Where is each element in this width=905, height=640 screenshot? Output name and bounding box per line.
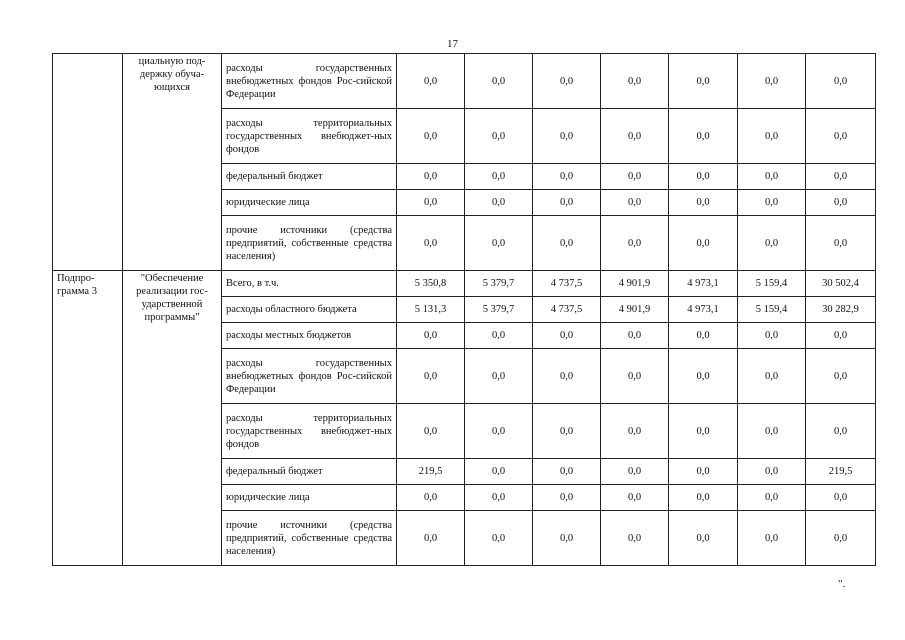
- value-cell: 0,0: [533, 109, 601, 164]
- value-cell: 5 159,4: [738, 271, 806, 297]
- value-cell: 0,0: [397, 511, 465, 566]
- total-value-cell: 0,0: [806, 349, 876, 404]
- value-cell: 0,0: [601, 164, 669, 190]
- value-cell: 4 737,5: [533, 271, 601, 297]
- value-cell: 0,0: [738, 404, 806, 459]
- value-cell: 0,0: [465, 216, 533, 271]
- funding-source-cell: федеральный бюджет: [222, 164, 397, 190]
- value-cell: 0,0: [397, 164, 465, 190]
- value-cell: 5 379,7: [465, 297, 533, 323]
- value-cell: 0,0: [738, 323, 806, 349]
- value-cell: 0,0: [669, 109, 738, 164]
- value-cell: 0,0: [465, 164, 533, 190]
- value-cell: 5 379,7: [465, 271, 533, 297]
- value-cell: 0,0: [738, 485, 806, 511]
- value-cell: 0,0: [533, 485, 601, 511]
- table-row: [53, 54, 876, 109]
- value-cell: 0,0: [465, 54, 533, 109]
- value-cell: 0,0: [738, 109, 806, 164]
- value-cell: 0,0: [465, 349, 533, 404]
- closing-quote: ".: [838, 578, 846, 590]
- value-cell: 0,0: [669, 485, 738, 511]
- value-cell: 0,0: [738, 190, 806, 216]
- value-cell: 0,0: [601, 404, 669, 459]
- value-cell: 0,0: [533, 459, 601, 485]
- page-number: 17: [447, 38, 458, 50]
- value-cell: 0,0: [601, 190, 669, 216]
- value-cell: 0,0: [601, 459, 669, 485]
- value-cell: 0,0: [533, 216, 601, 271]
- value-cell: 0,0: [533, 323, 601, 349]
- value-cell: 0,0: [465, 485, 533, 511]
- funding-source-cell: прочие источники (средства предприятий, собственные средства населения): [222, 511, 397, 566]
- value-cell: 4 901,9: [601, 297, 669, 323]
- value-cell: 4 901,9: [601, 271, 669, 297]
- value-cell: 0,0: [533, 404, 601, 459]
- value-cell: 0,0: [465, 459, 533, 485]
- value-cell: 5 131,3: [397, 297, 465, 323]
- value-cell: 0,0: [465, 404, 533, 459]
- funding-source-cell: Всего, в т.ч.: [222, 271, 397, 297]
- total-value-cell: 0,0: [806, 109, 876, 164]
- value-cell: 0,0: [465, 190, 533, 216]
- value-cell: 0,0: [738, 511, 806, 566]
- budget-table: [52, 53, 876, 566]
- funding-source-cell: расходы областного бюджета: [222, 297, 397, 323]
- value-cell: 0,0: [397, 485, 465, 511]
- funding-source-cell: юридические лица: [222, 190, 397, 216]
- value-cell: 0,0: [669, 404, 738, 459]
- value-cell: 0,0: [465, 109, 533, 164]
- value-cell: 0,0: [397, 190, 465, 216]
- funding-source-cell: расходы территориальных государственных внебюджет-ных фондов: [222, 404, 397, 459]
- total-value-cell: 0,0: [806, 404, 876, 459]
- total-value-cell: 0,0: [806, 216, 876, 271]
- total-value-cell: 0,0: [806, 323, 876, 349]
- total-value-cell: 219,5: [806, 459, 876, 485]
- value-cell: 0,0: [465, 323, 533, 349]
- program-cell: [53, 54, 123, 271]
- value-cell: 0,0: [397, 404, 465, 459]
- table-row: [53, 271, 876, 297]
- total-value-cell: 0,0: [806, 54, 876, 109]
- value-cell: 0,0: [601, 323, 669, 349]
- funding-source-cell: прочие источники (средства предприятий, собственные средства населения): [222, 216, 397, 271]
- value-cell: 0,0: [669, 349, 738, 404]
- value-cell: 0,0: [738, 54, 806, 109]
- value-cell: 0,0: [533, 511, 601, 566]
- value-cell: 0,0: [738, 164, 806, 190]
- total-value-cell: 0,0: [806, 164, 876, 190]
- value-cell: 0,0: [669, 323, 738, 349]
- value-cell: 0,0: [397, 323, 465, 349]
- value-cell: 0,0: [738, 459, 806, 485]
- value-cell: 0,0: [397, 349, 465, 404]
- total-value-cell: 30 282,9: [806, 297, 876, 323]
- value-cell: 0,0: [669, 54, 738, 109]
- value-cell: 219,5: [397, 459, 465, 485]
- value-cell: 0,0: [601, 216, 669, 271]
- value-cell: 0,0: [397, 54, 465, 109]
- funding-source-cell: расходы государственных внебюджетных фондов Рос-сийской Федерации: [222, 54, 397, 109]
- value-cell: 0,0: [601, 109, 669, 164]
- value-cell: 0,0: [533, 190, 601, 216]
- value-cell: 4 973,1: [669, 297, 738, 323]
- value-cell: 5 159,4: [738, 297, 806, 323]
- value-cell: 0,0: [397, 216, 465, 271]
- program-name-cell: циальную под-держку обуча-ющихся: [123, 54, 222, 271]
- total-value-cell: 0,0: [806, 485, 876, 511]
- funding-source-cell: федеральный бюджет: [222, 459, 397, 485]
- value-cell: 0,0: [465, 511, 533, 566]
- funding-source-cell: юридические лица: [222, 485, 397, 511]
- value-cell: 4 973,1: [669, 271, 738, 297]
- program-name-cell: "Обеспечение реализации гос-ударственной программы": [123, 271, 222, 566]
- funding-source-cell: расходы государственных внебюджетных фондов Рос-сийской Федерации: [222, 349, 397, 404]
- value-cell: 0,0: [669, 190, 738, 216]
- value-cell: 0,0: [397, 109, 465, 164]
- total-value-cell: 0,0: [806, 190, 876, 216]
- value-cell: 0,0: [601, 485, 669, 511]
- value-cell: 0,0: [533, 54, 601, 109]
- value-cell: 0,0: [669, 164, 738, 190]
- value-cell: 0,0: [738, 349, 806, 404]
- program-cell: Подпро-грамма 3: [53, 271, 123, 566]
- value-cell: 0,0: [601, 511, 669, 566]
- value-cell: 0,0: [669, 511, 738, 566]
- value-cell: 4 737,5: [533, 297, 601, 323]
- value-cell: 0,0: [669, 216, 738, 271]
- value-cell: 0,0: [738, 216, 806, 271]
- value-cell: 0,0: [601, 349, 669, 404]
- table-body: [53, 54, 876, 566]
- value-cell: 0,0: [669, 459, 738, 485]
- value-cell: 0,0: [533, 349, 601, 404]
- total-value-cell: 30 502,4: [806, 271, 876, 297]
- value-cell: 0,0: [601, 54, 669, 109]
- funding-source-cell: расходы территориальных государственных внебюджет-ных фондов: [222, 109, 397, 164]
- funding-source-cell: расходы местных бюджетов: [222, 323, 397, 349]
- total-value-cell: 0,0: [806, 511, 876, 566]
- value-cell: 5 350,8: [397, 271, 465, 297]
- value-cell: 0,0: [533, 164, 601, 190]
